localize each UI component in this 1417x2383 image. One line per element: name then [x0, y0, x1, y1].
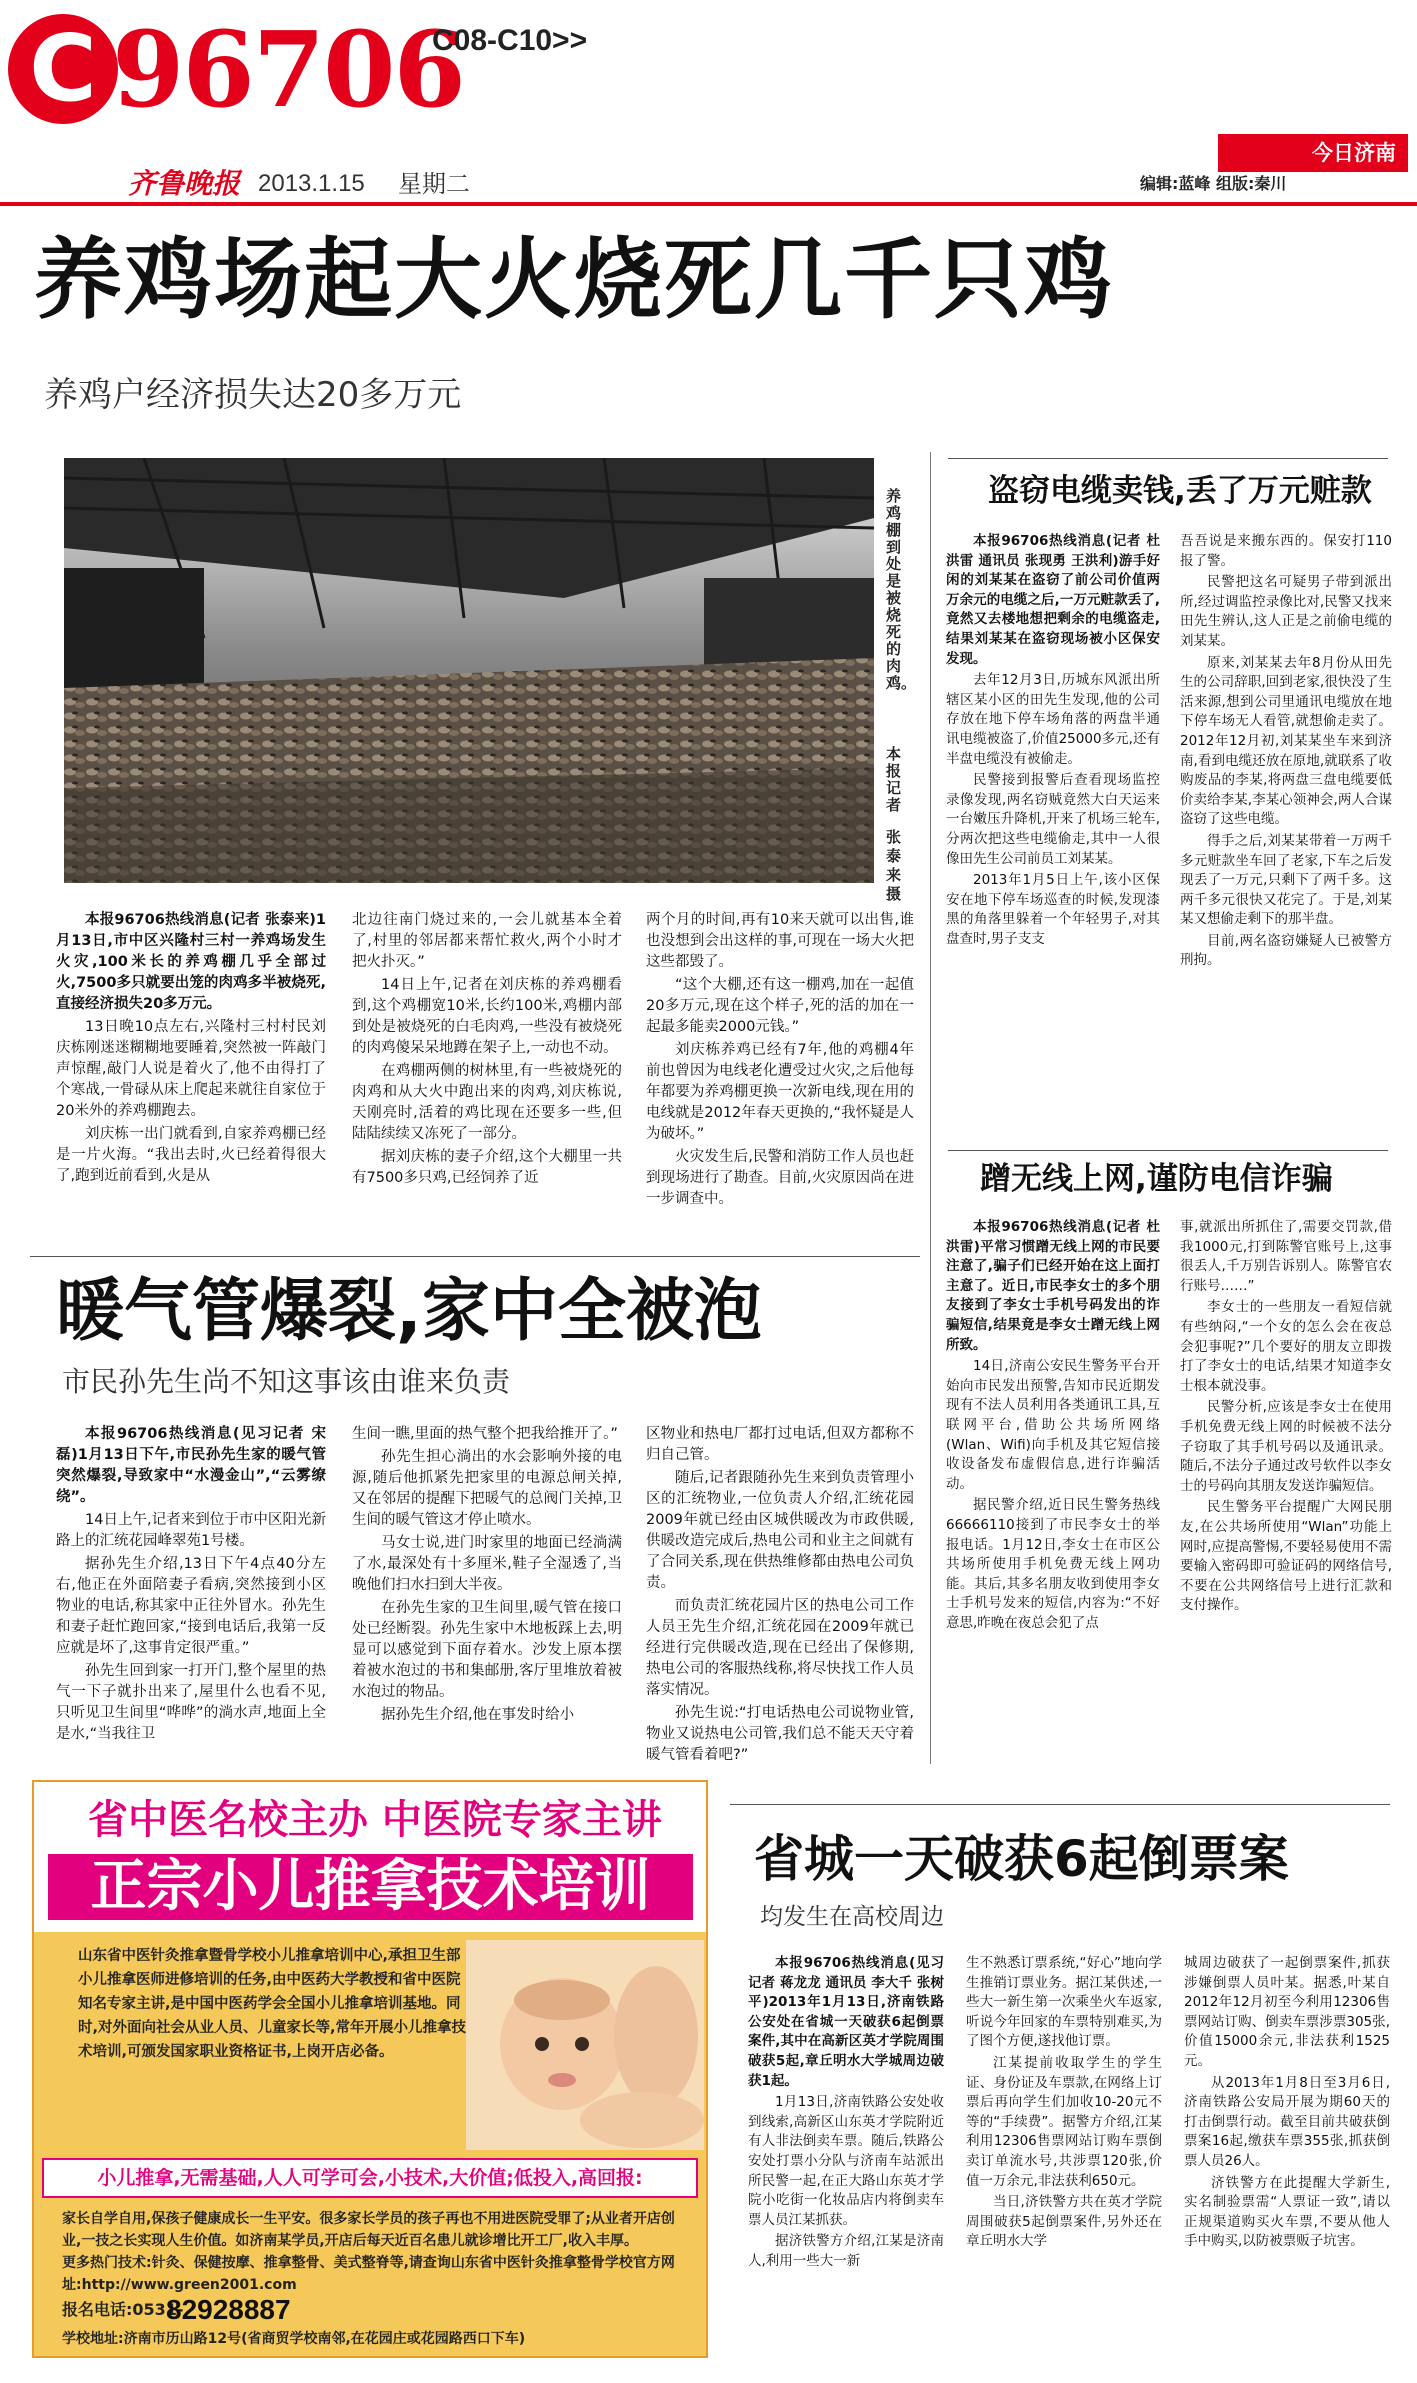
cable-headline: 盗窃电缆卖钱,丢了万元赃款 [988, 473, 1372, 509]
body-paragraph: 北边往南门烧过来的,一会儿就基本全着了,村里的邻居都来帮忙救火,两个小时才把火扑灭。” [352, 912, 622, 970]
ad-more-courses: 更多热门技术:针灸、保健按摩、推拿整骨、美式整脊等,请查询山东省中医针灸推拿整骨学校官方网址:http://www.green2001.com [62, 2255, 675, 2293]
heating-subhead: 市民孙先生尚不知这事该由谁来负责 [62, 1365, 511, 1398]
lead-column-3 [646, 910, 914, 1240]
ticket-column-2 [966, 1954, 1162, 2370]
lead-column-2 [352, 910, 622, 1240]
body-paragraph: 14日上午,记者来到位于市中区阳光新路上的汇统花园峰翠苑1号楼。 [56, 1512, 326, 1549]
ad-phone-label: 报名电话:0531- [62, 2300, 184, 2319]
ticket-subhead: 均发生在高校周边 [760, 1904, 944, 1930]
body-paragraph: 生不熟悉订票系统,“好心”地向学生推销订票业务。据江某供述,一些大一新生第一次乘坐火车返家,听说今年回家的车票特别难买,为了图个方便,遂找他订票。 [966, 1955, 1162, 2050]
photo-illustration [64, 458, 874, 883]
issue-weekday: 星期二 [398, 170, 470, 198]
ad-title: 正宗小儿推拿技术培训 [48, 1854, 693, 1920]
body-paragraph: 刘庆栋养鸡已经有7年,他的鸡棚4年前也曾因为电线老化遭受过火灾,之后他每年都要为养鸡棚更换一次新电线,现在用的电线就是2012年春天更换的,“我怀疑是人为破坏。” [646, 1042, 914, 1142]
hotline-number: 96706 [112, 8, 464, 131]
photo-credit-label: 本报记者 [886, 745, 902, 814]
body-paragraph: 民警把这名可疑男子带到派出所,经过调监控录像比对,民警又找来田先生辨认,这人正是之前偷电缆的刘某某。 [1180, 574, 1392, 649]
training-advertisement [32, 1780, 708, 2358]
body-paragraph: 1月13日,济南铁路公安处收到线索,高新区山东英才学院附近有人非法倒卖车票。随后,铁路公安处打票小分队与济南车站派出所民警一起,在正大路山东英才学院小吃街一化妆品店内将倒卖车票人员江某抓获。 [748, 2094, 944, 2228]
body-paragraph: 据孙先生介绍,他在事发时给小 [381, 1707, 575, 1723]
body-paragraph: 民警接到报警后查看现场监控录像发现,两名窃贼竟然大白天运来一台嫩压升降机,开来了机场三轮车,分两次把这些电缆偷走,其中一人很像田先生公司前员工刘某某。 [946, 772, 1160, 867]
body-paragraph: 济铁警方在此提醒大学新生,实名制验票需“人票证一致”,请以正规渠道购买火车票,不要从他人手中购买,以防被票贩子坑害。 [1184, 2174, 1390, 2250]
body-paragraph: 民生警务平台提醒广大网民朋友,在公共场所使用“Wlan”功能上网时,应提高警惕,不要轻易使用不需要输入密码即可验证码的网络信号,不要在公共网络信号上进行汇款和支付操作。 [1180, 1499, 1392, 1614]
ad-slogan: 小儿推拿,无需基础,人人可学可会,小技术,大价值;低投入,高回报: [42, 2158, 698, 2198]
cable-column-2 [1180, 532, 1392, 1147]
body-paragraph: 14日上午,记者在刘庆栋的养鸡棚看到,这个鸡棚宽10米,长约100米,鸡棚内部到处是被烧死的白毛肉鸡,一些没有被烧死的肉鸡傻呆呆地蹲在架子上,一动也不动。 [352, 977, 622, 1056]
body-paragraph: 当日,济铁警方共在英才学院周围破获5起倒票案件,另外还在章丘明水大学 [966, 2194, 1162, 2250]
body-paragraph: 13日晚10点左右,兴隆村三村村民刘庆栋刚迷迷糊糊地要睡着,突然被一阵敲门声惊醒,敲门人说是着火了,他不由得打了个寒战,一骨碌从床上爬起来就往自家位于20米外的养鸡棚跑去。 [56, 1019, 326, 1119]
body-paragraph: 在孙先生家的卫生间里,暖气管在接口处已经断裂。孙先生家中木地板踩上去,明显可以感觉到下面存着水。沙发上原本摆着被水泡过的书和集邮册,客厅里堆放着被水泡过的物品。 [352, 1600, 622, 1700]
lead-paragraph: 本报96706热线消息(见习记者 蒋龙龙 通讯员 李大千 张树平)2013年1月13日,济南铁路公安处在省城一天破获6起倒票案件,其中在高新区英才学院周围破获5起,章丘明水大学城周边破获1起。 [748, 1955, 944, 2089]
body-paragraph: 民警分析,应该是李女士在使用手机免费无线上网的时候被不法分子窃取了其手机号码以及通讯录。随后,不法分子通过改号软件以李女士的号码向其朋友发送诈骗短信。 [1180, 1399, 1392, 1494]
body-paragraph: 孙先生担心淌出的水会影响外接的电源,随后他抓紧先把家里的电源总闸关掉,又在邻居的提醒下把暖气的总阀门关掉,卫生间的暖气管这才停止喷水。 [352, 1449, 622, 1528]
lead-paragraph: 本报96706热线消息(见习记者 宋磊)1月13日下午,市民孙先生家的暖气管突然爆裂,导致家中“水漫金山”,“云雾缭绕”。 [56, 1426, 326, 1505]
wifi-column-1 [946, 1218, 1160, 1766]
body-paragraph: 马女士说,进门时家里的地面已经淌满了水,最深处有十多厘米,鞋子全湿透了,当晚他们扫水扫到大半夜。 [352, 1535, 622, 1593]
body-paragraph: 在鸡棚两侧的树林里,有一些被烧死的肉鸡和从大火中跑出来的肉鸡,刘庆栋说,天刚亮时,活着的鸡比现在还要多一些,但陆陆续续又冻死了一部分。 [352, 1063, 622, 1142]
body-paragraph: 随后,记者跟随孙先生来到负责管理小区的汇统物业,一位负责人介绍,汇统花园2009年就已经由区城供暖改为市政供暖,供暖改造完成后,热电公司和业主之间就有了合同关系,现在供热维修都由热电公司负责。 [646, 1470, 914, 1591]
ticket-headline: 省城一天破获6起倒票案 [754, 1830, 1289, 1888]
body-paragraph: 吾吾说是来搬东西的。保安打110报了警。 [1180, 533, 1392, 569]
heating-headline: 暖气管爆裂,家中全被泡 [56, 1272, 762, 1351]
wifi-headline: 蹭无线上网,谨防电信诈骗 [980, 1161, 1333, 1197]
body-paragraph: 原来,刘某某去年8月份从田先生的公司辞职,回到老家,很快没了生活来源,想到公司里通讯电缆放在地下停车场无人看管,就想偷走卖了。2012年12月初,刘某某坐车来到济南,看到电缆还放在原地,就联系了收购废品的李某,将两盘三盘电缆要低价卖给李某,李某心领神会,两人合谋盗窃了这些电缆。 [1180, 654, 1392, 828]
body-paragraph: 2013年1月5日上午,该小区保安在地下停车场巡查的时候,发现漆黑的角落里躲着一个年轻男子,对其盘查时,男子支支 [946, 872, 1160, 947]
editor-credits: 编辑:蓝峰 组版:秦川 [1140, 174, 1287, 193]
body-paragraph: 李女士的一些朋友一看短信就有些纳闷,“一个女的怎么会在夜总会犯事呢?”几个要好的朋友立即拨打了李女士的电话,结果才知道李女士根本就没事。 [1180, 1299, 1392, 1394]
heating-column-3 [646, 1424, 914, 1768]
body-paragraph: 两个月的时间,再有10来天就可以出售,谁也没想到会出这样的事,可现在一场大火把这些都毁了。 [646, 912, 914, 970]
heating-column-1 [56, 1424, 326, 1768]
ad-intro-text: 山东省中医针灸推拿暨骨学校小儿推拿培训中心,承担卫生部小儿推拿医师进修培训的任务,由中医药大学教授和省中医院知名专家主讲,是中国中医药学会全国小儿推拿培训基地。同时,对外面向社会从业人员、儿童家长等,常年开展小儿推拿技术培训,可颁发国家职业资格证书,上岗开店必备。 [78, 1948, 467, 2060]
body-paragraph: 据民警介绍,近日民生警务热线66666110接到了市民李女士的举报电话。1月12日,李女士在市区公共场所使用手机免费无线上网功能。其后,其多名朋友收到使用李女士手机号发来的短信,内容为:“不好意思,昨晚在夜总会犯了点 [946, 1497, 1160, 1631]
body-paragraph: 目前,两名盗窃嫌疑人已被警方刑拘。 [1180, 932, 1392, 969]
body-paragraph: 据孙先生介绍,13日下午4点40分左右,他正在外面陪妻子看病,突然接到小区物业的电话,称其家中正往外冒水。孙先生和妻子赶忙跑回家,“接到电话后,我第一反应就是坏了,这事肯定很严重。” [56, 1556, 326, 1656]
column-divider [930, 452, 931, 1764]
ticket-column-1 [748, 1954, 944, 2370]
burned-chicken-farm-photo [64, 458, 874, 883]
photo-credit-name: 张泰来 摄 [886, 828, 902, 903]
cable-column-1 [946, 532, 1160, 1147]
lead-paragraph: 本报96706热线消息(记者 杜洪雷 通讯员 张现勇 王洪利)游手好闲的刘某某在盗窃了前公司价值两万余元的电缆之后,一万元赃款丢了,竟然又去楼地想把剩余的电缆盗走,结果刘某某在盗窃现场被小区保安发现。 [946, 533, 1160, 667]
issue-date: 2013.1.15 [258, 170, 365, 197]
body-paragraph: 14日,济南公安民生警务平台开始向市民发出预警,告知市民近期发现有不法人员利用各类通讯工具,互联网平台,借助公共场所网络(Wlan、Wifi)向手机及其它短信接收设备发布虚假信息,进行诈骗活动。 [946, 1358, 1160, 1492]
wifi-column-2 [1180, 1218, 1392, 1766]
section-tag: 今日济南 [1218, 134, 1408, 172]
body-paragraph: 城周边破获了一起倒票案件,抓获涉嫌倒票人员叶某。据悉,叶某自2012年12月初至今利用12306售票网站订购、倒卖车票涉票305张,价值15000余元,非法获利1525元。 [1184, 1955, 1390, 2069]
ad-header [34, 1782, 706, 1932]
body-paragraph: 得手之后,刘某某带着一万两千多元赃款坐车回了老家,下车之后发现丢了一万元,只剩下了两千多。这两千多元很快又花完了。于是,刘某某又想偷走剩下的那半盘。 [1180, 832, 1392, 928]
body-paragraph: 刘庆栋一出门就看到,自家养鸡棚已经是一片火海。“我出去时,火已经着得很大了,跑到近前看到,火是从 [56, 1126, 326, 1184]
story-rule [30, 1256, 920, 1257]
ad-benefits: 家长自学自用,保孩子健康成长一生平安。很多家长学员的孩子再也不用进医院受罪了;从业者开店创业,一技之长实现人生价值。如济南某学员,开店后每天近百名患儿就诊增比开工厂,收入丰厚。 [62, 2211, 675, 2249]
ad-tagline: 省中医名校主办 中医院专家主讲 [88, 1797, 662, 1843]
story-rule [948, 458, 1388, 459]
story-rule [948, 1150, 1388, 1151]
body-paragraph: “这个大棚,还有这一棚鸡,加在一起值20多万元,现在这个样子,死的活的加在一起最多能卖2000元钱。” [646, 977, 914, 1035]
masthead-rule [0, 202, 1417, 206]
lead-subhead: 养鸡户经济损失达20多万元 [44, 375, 462, 415]
body-paragraph: 而负责汇统花园片区的热电公司工作人员王先生介绍,汇统花园在2009年就已经进行完供暖改造,现在已经出了保修期,热电公司的客服热线称,将尽快找工作人员落实情况。 [646, 1598, 914, 1698]
body-paragraph: 孙先生回到家一打开门,整个屋里的热气一下子就扑出来了,屋里什么也看不见,只听见卫生间里“哗哗”的淌水声,地面上全是水,“当我往卫 [56, 1663, 326, 1742]
lead-paragraph: 本报96706热线消息(记者 杜洪雷)平常习惯蹭无线上网的市民要注意了,骗子们已经开始在这上面打主意了。近日,市民李女士的多个朋友接到了李女士手机号码发出的诈骗短信,结果竟是李女士蹭无线上网所致。 [946, 1219, 1160, 1353]
body-paragraph: 生间一瞧,里面的热气整个把我给推开了。” [352, 1426, 618, 1442]
body-paragraph: 火灾发生后,民警和消防工作人员也赶到现场进行了勘查。目前,火灾原因尚在进一步调查中。 [646, 1149, 914, 1207]
ad-body-text [62, 2208, 682, 2296]
ad-address: 学校地址:济南市历山路12号(省商贸学校南邻,在花园庄或花园路西口下车) [62, 2331, 526, 2347]
story-rule [730, 1804, 1390, 1805]
body-paragraph: 区物业和热电厂都打过电话,但双方都称不归自己管。 [646, 1426, 914, 1463]
page-range: C08-C10>> [432, 24, 588, 57]
baby-illustration [466, 1940, 704, 2150]
lead-column-1 [56, 910, 326, 1240]
body-paragraph: 据刘庆栋的妻子介绍,这个大棚里一共有7500多只鸡,已经饲养了近 [352, 1149, 622, 1186]
ticket-column-3 [1184, 1954, 1390, 2370]
body-paragraph: 孙先生说:“打电话热电公司说物业管,物业又说热电公司管,我们总不能天天守着暖气管看着吧?” [646, 1705, 914, 1763]
body-paragraph: 从2013年1月8日至3月6日,济南铁路公安局开展为期60天的打击倒票行动。截至目前共破获倒票案16起,缴获车票355张,抓获倒票人员26人。 [1184, 2074, 1390, 2169]
lead-paragraph: 本报96706热线消息(记者 张泰来)1月13日,市中区兴隆村三村一养鸡场发生火灾,100米长的养鸡棚几乎全部过火,7500多只就要出笼的肉鸡多半被烧死,直接经济损失20多万元。 [56, 912, 326, 1012]
lead-headline: 养鸡场起大火烧死几千只鸡 [34, 228, 1115, 331]
body-paragraph: 事,就派出所抓住了,需要交罚款,借我1000元,打到陈警官账号上,这事很丢人,千万别告诉别人。陈警官农行账号……” [1180, 1219, 1392, 1294]
body-paragraph: 据济铁警方介绍,江某是济南人,利用一些大一新 [748, 2233, 944, 2269]
baby-massage-image [466, 1940, 704, 2150]
hotline-logo-c: C [8, 14, 118, 124]
body-paragraph: 江某提前收取学生的学生证、身份证及车票款,在网络上订票后再向学生们加收10-20元不等的“手续费”。据警方介绍,江某利用12306售票网站订购车票倒卖订单流水号,共涉票120张,价值一万余元,非法获利650元。 [966, 2054, 1162, 2189]
newspaper-name: 齐鲁晚报 [128, 167, 241, 200]
heating-column-2 [352, 1424, 622, 1768]
photo-caption: 养鸡棚到处是被烧死的肉鸡。 [886, 487, 917, 692]
ad-phone-number: 82928887 [166, 2294, 291, 2325]
body-paragraph: 去年12月3日,历城东风派出所辖区某小区的田先生发现,他的公司存放在地下停车场角落的两盘半通讯电缆被盗了,价值25000多元,还有半盘电缆没有被偷走。 [946, 672, 1160, 767]
